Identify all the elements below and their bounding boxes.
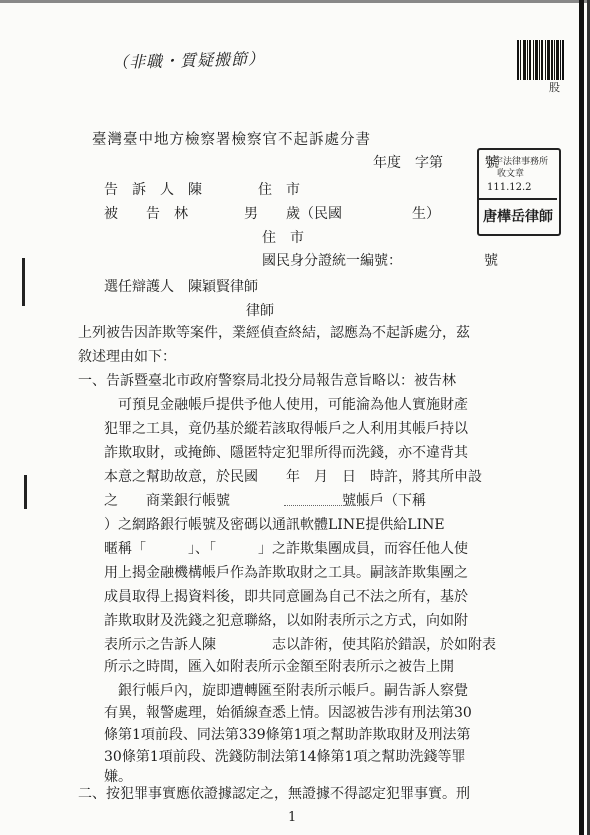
stamp-firm-name: 宗宇法律事務所 [485, 157, 549, 167]
stamp-date: 111.12.2 [487, 182, 532, 193]
para-1-line-13: 所示之時間，匯入如附表所示金額至附表所示之被告上開 [104, 659, 454, 675]
para-1-line-18: 嫌。 [104, 769, 132, 785]
para-1-line-7: ）之網路銀行帳號及密碼以通訊軟體LINE提供給LINE [104, 517, 445, 533]
para-1-line-1: 一、告訴暨臺北市政府警察局北投分局報告意旨略以：被告林 [78, 373, 456, 389]
para-1-line-17: 30條第1項前段、洗錢防制法第14條第1項之幫助洗錢等罪 [104, 749, 466, 765]
defendant-address: 住 市 [262, 230, 304, 246]
stamp-lawyer-name: 唐樺岳律師 [479, 198, 557, 234]
para-1-line-12: 表所示之告訴人陳 志以詐術，使其陷於錯誤，於如附表 [104, 637, 496, 653]
intro-line-2: 敘述理由如下： [78, 349, 176, 365]
para-1-line-8: 暱稱「 」、「 」之詐欺集團成員，而容任他人使 [104, 541, 468, 557]
para-1-line-14: 銀行帳戶內，旋即遭轉匯至附表所示帳戶。嗣告訴人察覺 [118, 683, 468, 699]
id-number-label: 國民身分證統一編號： [262, 253, 402, 269]
handwritten-note: （非職・質疑搬節） [111, 49, 266, 72]
barcode [516, 40, 566, 80]
defendant-line: 被 告 林 男 歲（民國 生） [104, 206, 440, 222]
section-mark: 股 [549, 81, 560, 94]
para-1-line-2: 可預見金融帳戶提供予他人使用，可能淪為他人實施財產 [118, 397, 468, 413]
scan-edge-right [579, 0, 584, 835]
para-1-line-16: 條第1項前段、同法第339條第1項之幫助詐欺取財及刑法第 [104, 727, 471, 743]
counsel-line-2: 律師 [246, 303, 274, 319]
para-1-line-3: 犯罪之工具，竟仍基於縱若該取得帳戶之人利用其帳戶持以 [104, 421, 468, 437]
complainant-line: 告 訴 人 陳 住 市 [104, 182, 300, 198]
stamp-receipt-label: 收文章 [497, 169, 525, 179]
para-2-line-1: 二、按犯罪事實應依證據認定之，無證據不得認定犯罪事實。刑 [78, 786, 470, 802]
para-1-line-5: 本意之幫助故意，於民國 年 月 日 時許，將其所申設 [104, 469, 482, 485]
redacted-account-number [284, 505, 364, 506]
para-1-line-4: 詐欺取財，或掩飾、隱匿特定犯罪所得而洗錢，亦不違背其 [104, 445, 468, 461]
counsel-line-1: 選任辯護人 陳穎賢律師 [104, 279, 258, 295]
case-number: 年度 字第 號 [373, 155, 499, 171]
law-firm-received-stamp [477, 148, 561, 236]
para-1-line-10: 成員取得上揭資料後，即共同意圖為自己不法之所有，基於 [104, 589, 468, 605]
document-title: 臺灣臺中地方檢察署檢察官不起訴處分書 [92, 132, 371, 148]
margin-mark-2 [24, 475, 27, 509]
para-1-line-15: 有異，報警處理，始循線查悉上情。因認被告涉有刑法第30 [104, 705, 472, 721]
intro-line-1: 上列被告因詐欺等案件，業經偵查終結，認應為不起訴處分，茲 [78, 325, 470, 341]
para-1-line-11: 詐欺取財及洗錢之犯意聯絡，以如附表所示之方式，向如附 [104, 613, 468, 629]
page-number: 1 [288, 810, 297, 825]
para-1-line-9: 用上揭金融機構帳戶作為詐欺取財之工具。嗣該詐欺集團之 [104, 565, 468, 581]
margin-mark-1 [22, 258, 25, 306]
id-number-suffix: 號 [484, 253, 498, 269]
scan-edge-top [0, 0, 590, 3]
para-1-line-6: 之 商業銀行帳號 號帳戶（下稱 [104, 493, 426, 509]
